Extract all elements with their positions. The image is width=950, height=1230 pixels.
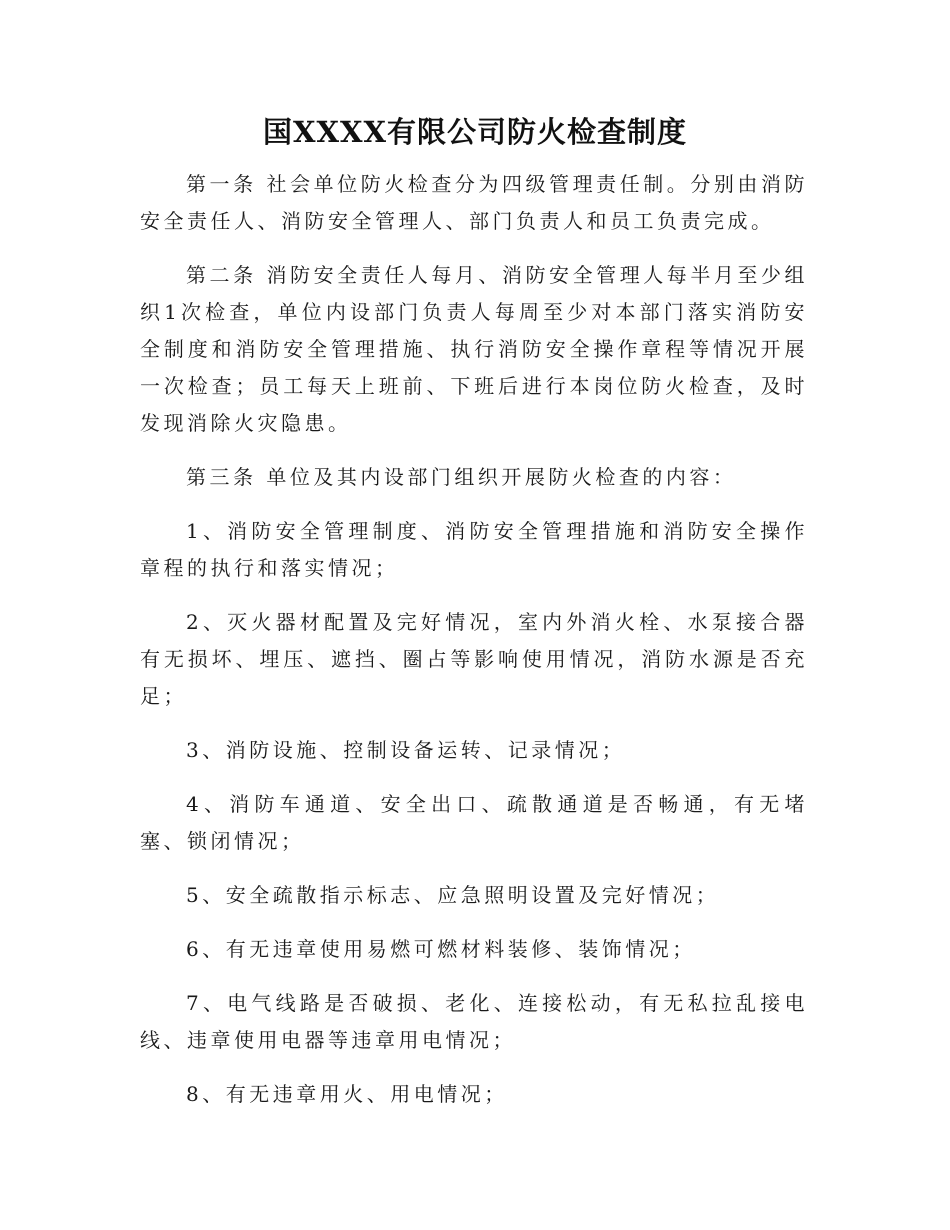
list-item-5: 5、安全疏散指示标志、应急照明设置及完好情况； xyxy=(186,883,720,907)
list-item-2: 2、灭火器材配置及完好情况，室内外消火栓、水泵接合器有无损坏、埋压、遮挡、圈占等影响使用情况，消防水源是否充足； xyxy=(140,610,808,708)
paragraph-article-2: 第二条 消防安全责任人每月、消防安全管理人每半月至少组织1次检查，单位内设部门负责人每周至少对本部门落实消防安全制度和消防安全管理措施、执行消防安全操作章程等情况开展一次检查；员工每天上班前、下班后进行本岗位防火检查，及时发现消除火灾隐患。 xyxy=(140,263,808,435)
document-body xyxy=(140,166,808,1130)
list-item-1: 1、消防安全管理制度、消防安全管理措施和消防安全操作章程的执行和落实情况； xyxy=(140,519,808,580)
list-item-3: 3、消防设施、控制设备运转、记录情况； xyxy=(186,738,626,762)
paragraph-article-1: 第一条 社会单位防火检查分为四级管理责任制。分别由消防安全责任人、消防安全管理人、部门负责人和员工负责完成。 xyxy=(140,172,808,233)
list-item-7: 7、电气线路是否破损、老化、连接松动，有无私拉乱接电线、违章使用电器等违章用电情况； xyxy=(140,991,808,1052)
paragraph-article-3: 第三条 单位及其内设部门组织开展防火检查的内容： xyxy=(186,465,737,489)
document-title: 国XXXX有限公司防火检查制度 xyxy=(262,115,687,149)
list-item-4: 4、消防车通道、安全出口、疏散通道是否畅通，有无堵塞、锁闭情况； xyxy=(140,792,808,853)
list-item-8: 8、有无违章用火、用电情况； xyxy=(186,1082,508,1106)
list-item-6: 6、有无违章使用易燃可燃材料装修、装饰情况； xyxy=(186,937,696,961)
